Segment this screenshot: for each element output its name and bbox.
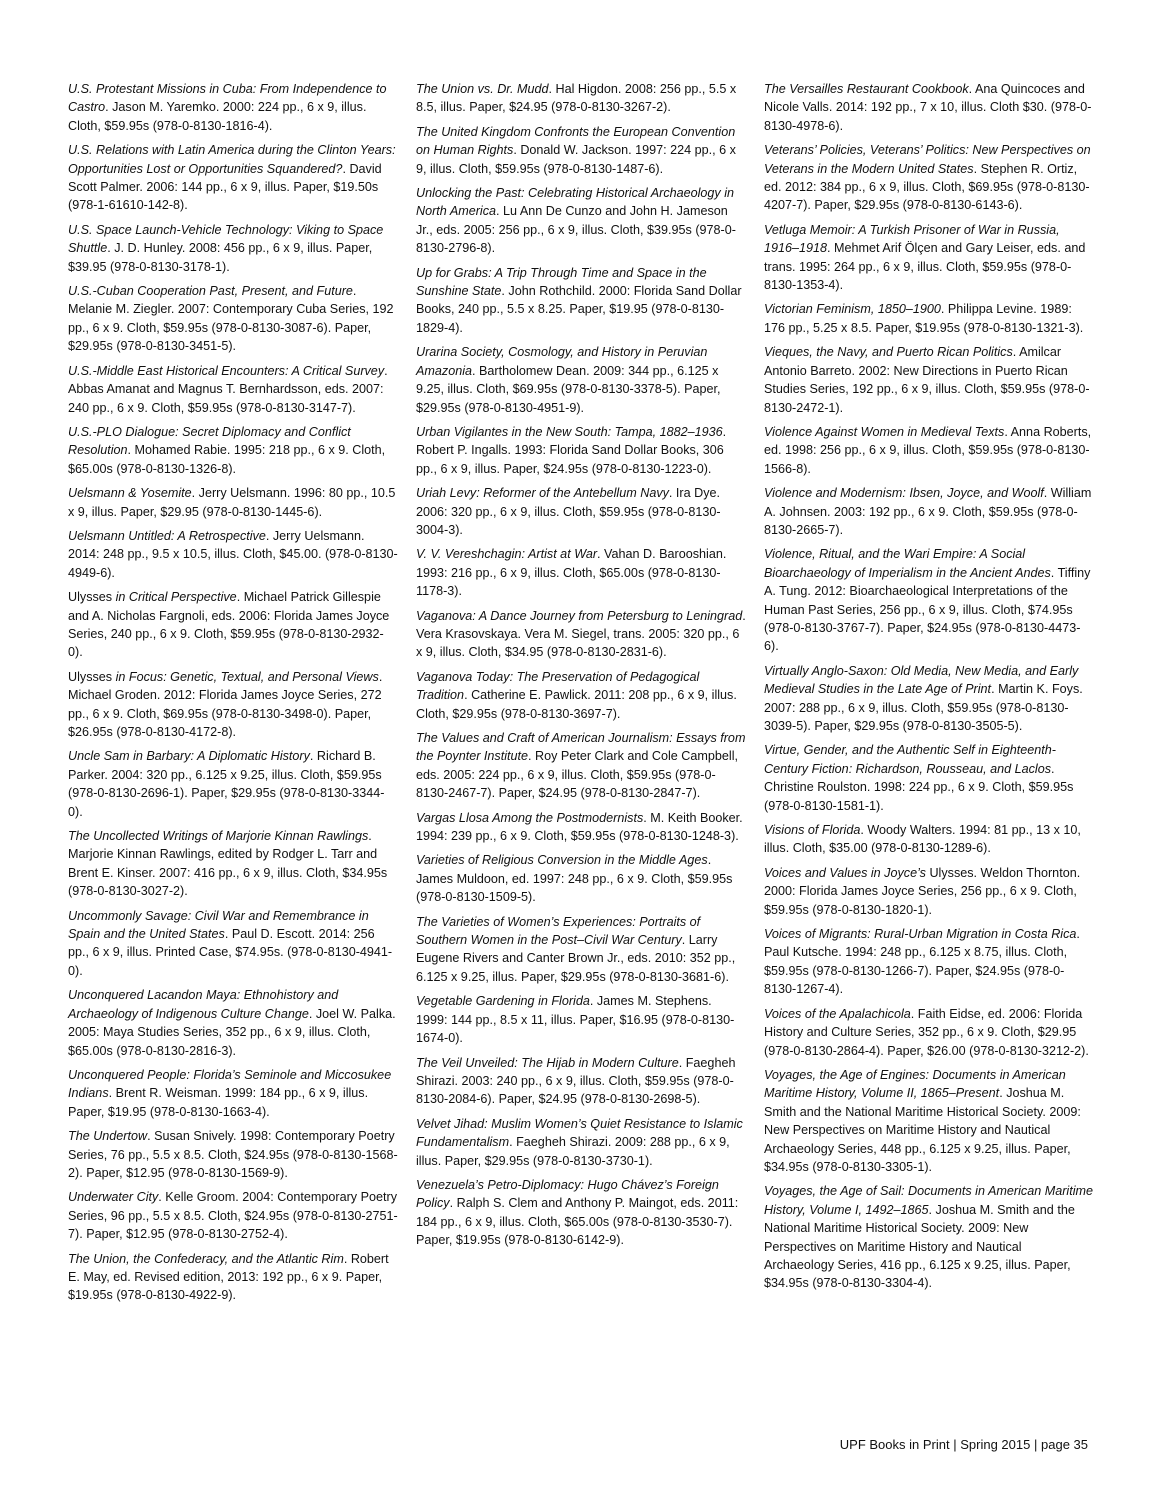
entry-title-suffix: Ulysses	[929, 865, 974, 880]
catalog-entry: The Versailles Restaurant Cookbook. Ana Quincoces and Nicole Valls. 2014: 192 pp., 7 x 10, illus. Cloth $30. (978-0-8130-4978-6).	[764, 82, 1092, 133]
catalog-entry: Veterans’ Policies, Veterans’ Politics: New Perspectives on Veterans in the Modern United States. Stephen R. Ortiz, ed. 2012: 384 pp., 6 x 9, illus. Cloth, $69.95s (978-0-8130-4207-7). Paper, $29.95s (978-0-8130-6143-6).	[764, 143, 1091, 213]
catalog-entry: U.S.-Cuban Cooperation Past, Present, and Future. Melanie M. Ziegler. 2007: Contemporary Cuba Series, 192 pp., 6 x 9. Cloth, $59.95s (978-0-8130-3087-6). Paper, $29.95s (978-0-8130-3451-5).	[68, 284, 394, 354]
entry-title: The Undertow	[68, 1129, 148, 1144]
entry-title: U.S.-Cuban Cooperation Past, Present, and Future	[68, 284, 353, 299]
entry-details: Mohamed Rabie. 1995: 218 pp., 6 x 9. Cloth, $65.00s (978-0-8130-1326-8).	[68, 443, 386, 476]
catalog-entry: U.S. Relations with Latin America during the Clinton Years: Opportunities Lost or Opportunities Squandered?. David Scott Palmer. 2006: 144 pp., 6 x 9, illus. Paper, $19.50s (978-1-61610-142-8).	[68, 143, 396, 213]
entry-title: U.S.-PLO Dialogue: Secret Diplomacy and Conflict Resolution	[68, 424, 351, 458]
entry-details: Joel W. Palka. 2005: Maya Studies Series, 352 pp., 6 x 9, illus. Cloth, $65.00s (978-0-8130-2816-3).	[68, 1006, 396, 1058]
entry-details: J. D. Hunley. 2008: 456 pp., 6 x 9, illus. Paper, $39.95 (978-0-8130-3178-1).	[68, 241, 373, 274]
catalog-entry: Violence, Ritual, and the Wari Empire: A Social Bioarchaeology of Imperialism in the Ancient Andes. Tiffiny A. Tung. 2012: Bioarchaeological Interpretations of the Human Past Series, 256 pp., 6 x 9, illus. Cloth, $74.95s (978-0-8130-3767-7). Paper, $24.95s (978-0-8130-4473-6).	[764, 547, 1091, 654]
entry-title: Urban Vigilantes in the New South: Tampa, 1882–1936	[416, 424, 723, 439]
catalog-entry: The Values and Craft of American Journalism: Essays from the Poynter Institute. Roy Peter Clark and Cole Campbell, eds. 2005: 224 pp., 6 x 9, illus. Cloth, $59.95s (978-0-8130-2467-7). Paper, $24.95 (978-0-8130-2847-7).	[416, 731, 746, 801]
catalog-entry: Varieties of Religious Conversion in the Middle Ages. James Muldoon, ed. 1997: 248 pp., 6 x 9. Cloth, $59.95s (978-0-8130-1509-5).	[416, 853, 733, 905]
entry-details: Weldon Thornton. 2000: Florida James Joyce Series, 256 pp., 6 x 9. Cloth, $59.95s (978-0-8130-1820-1).	[764, 865, 1081, 917]
catalog-column-3	[764, 80, 1094, 1299]
entry-title: Voyages, the Age of Engines: Documents in American Maritime History, Volume II, 1865–Present	[764, 1067, 1066, 1101]
entry-details: Robert P. Ingalls. 1993: Florida Sand Dollar Books, 306 pp., 6 x 9, illus. Paper, $24.95s (978-0-8130-1223-0).	[416, 443, 724, 476]
catalog-entry: Unconquered Lacandon Maya: Ethnohistory and Archaeology of Indigenous Culture Change. Joel W. Palka. 2005: Maya Studies Series, 352 pp., 6 x 9, illus. Cloth, $65.00s (978-0-8130-2816-3).	[68, 988, 396, 1058]
entry-title: Virtue, Gender, and the Authentic Self in Eighteenth-Century Fiction: Richardson, Rousseau, and Laclos	[764, 743, 1056, 776]
entry-title: Voices of Migrants: Rural-Urban Migration in Costa Rica	[764, 927, 1077, 942]
catalog-entry: The Uncollected Writings of Marjorie Kinnan Rawlings. Marjorie Kinnan Rawlings, edited by Rodger L. Tarr and Brent E. Kinser. 2007: 416 pp., 6 x 9, illus. Cloth, $34.95s (978-0-8130-3027-2).	[68, 829, 388, 899]
entry-title: Voices of the Apalachicola	[764, 1006, 911, 1021]
entry-title: Victorian Feminism, 1850–1900	[764, 302, 941, 317]
catalog-entry: The United Kingdom Confronts the European Convention on Human Rights. Donald W. Jackson. 1997: 224 pp., 6 x 9, illus. Cloth, $59.95s (978-0-8130-1487-6).	[416, 124, 736, 176]
entry-title: Unconquered People: Florida’s Seminole and Miccosukee Indians	[68, 1067, 392, 1101]
entry-title: Voyages, the Age of Sail: Documents in American Maritime History, Volume I, 1492–1865	[764, 1184, 1093, 1217]
entry-title: Vaganova Today: The Preservation of Pedagogical Tradition	[416, 669, 700, 703]
catalog-entry: Uncommonly Savage: Civil War and Remembrance in Spain and the United States. Paul D. Escott. 2014: 256 pp., 6 x 9, illus. Printed Case, $74.95s. (978-0-8130-4941-0).	[68, 908, 393, 978]
entry-title-prefix: Ulysses	[68, 669, 113, 684]
entry-details: Michael Patrick Gillespie and A. Nicholas Fargnoli, eds. 2006: Florida James Joyce Series, 240 pp., 6 x 9. Cloth, $59.95s (978-0-8130-2932-0).	[68, 590, 390, 660]
entry-details: Faith Eidse, ed. 2006: Florida History and Culture Series, 352 pp., 6 x 9. Cloth, $29.95 (978-0-8130-2864-4). Paper, $26.00 (978-0-8130-3212-2).	[764, 1006, 1089, 1058]
catalog-entry: U.S. Space Launch-Vehicle Technology: Viking to Space Shuttle. J. D. Hunley. 2008: 456 pp., 6 x 9, illus. Paper, $39.95 (978-0-8130-3178-1).	[68, 222, 384, 274]
entry-title: Uncle Sam in Barbary: A Diplomatic History	[68, 749, 310, 764]
catalog-entry: Victorian Feminism, 1850–1900. Philippa Levine. 1989: 176 pp., 5.25 x 8.5. Paper, $19.95s (978-0-8130-1321-3).	[764, 302, 1084, 335]
catalog-entry: Up for Grabs: A Trip Through Time and Space in the Sunshine State. John Rothchild. 2000: Florida Sand Dollar Books, 240 pp., 5.5 x 8.25. Paper, $19.95 (978-0-8130-1829-4).	[416, 265, 742, 335]
entry-details: John Rothchild. 2000: Florida Sand Dollar Books, 240 pp., 5.5 x 8.25. Paper, $19.95 (978-0-8130-1829-4).	[416, 284, 742, 335]
entry-details: Vahan D. Barooshian. 1993: 216 pp., 6 x 9, illus. Cloth, $65.00s (978-0-8130-1178-3).	[416, 547, 727, 599]
catalog-entry: Urban Vigilantes in the New South: Tampa, 1882–1936. Robert P. Ingalls. 1993: Florida Sand Dollar Books, 306 pp., 6 x 9, illus. Paper, $24.95s (978-0-8130-1223-0).	[416, 424, 727, 476]
entry-details: Marjorie Kinnan Rawlings, edited by Rodger L. Tarr and Brent E. Kinser. 2007: 416 pp., 6 x 9, illus. Cloth, $34.95s (978-0-8130-3027-2).	[68, 847, 388, 899]
catalog-entry: Ulysses in Critical Perspective. Michael Patrick Gillespie and A. Nicholas Fargnoli, eds. 2006: Florida James Joyce Series, 240 pp., 6 x 9. Cloth, $59.95s (978-0-8130-2932-0).	[68, 590, 390, 660]
catalog-entry: Vegetable Gardening in Florida. James M. Stephens. 1999: 144 pp., 8.5 x 11, illus. Paper, $16.95 (978-0-8130-1674-0).	[416, 994, 735, 1046]
entry-title: The Versailles Restaurant Cookbook	[764, 82, 969, 96]
entry-details: Tiffiny A. Tung. 2012: Bioarchaeological Interpretations of the Human Past Series, 256 pp., 6 x 9, illus. Cloth, $74.95s (978-0-8130-3767-7). Paper, $24.95s (978-0-8130-4473-6).	[764, 565, 1091, 654]
entry-details: Melanie M. Ziegler. 2007: Contemporary Cuba Series, 192 pp., 6 x 9. Cloth, $59.95s (978-0-8130-3087-6). Paper, $29.95s (978-0-8130-3451-5).	[68, 302, 394, 354]
catalog-entry: Vetluga Memoir: A Turkish Prisoner of War in Russia, 1916–1918. Mehmet Arif Ölçen and Gary Leiser, eds. and trans. 1995: 264 pp., 6 x 9, illus. Cloth, $59.95s (978-0-8130-1353-4).	[764, 222, 1086, 293]
entry-title: Vargas Llosa Among the Postmodernists	[416, 810, 644, 825]
entry-title-prefix: Ulysses	[68, 590, 113, 605]
catalog-entry: Voyages, the Age of Engines: Documents in American Maritime History, Volume II, 1865–Present. Joshua M. Smith and the National Maritime Historical Society. 2009: New Perspectives on Maritime History and Nautical Archaeology Series, 448 pp., 6.125 x 9.25, illus. Paper, $34.95s (978-0-8130-3305-1).	[764, 1067, 1081, 1174]
entry-details: Donald W. Jackson. 1997: 224 pp., 6 x 9, illus. Cloth, $59.95s (978-0-8130-1487-6).	[416, 143, 736, 176]
catalog-entry: Vaganova: A Dance Journey from Petersburg to Leningrad. Vera Krasovskaya. Vera M. Siegel, trans. 2005: 320 pp., 6 x 9, illus. Cloth, $34.95 (978-0-8130-2831-6).	[416, 608, 746, 660]
entry-details: Robert E. May, ed. Revised edition, 2013: 192 pp., 6 x 9. Paper, $19.95s (978-0-8130-4922-9).	[68, 1251, 389, 1303]
entry-details: Ralph S. Clem and Anthony P. Maingot, eds. 2011: 184 pp., 6 x 9, illus. Cloth, $65.00s (978-0-8130-3530-7). Paper, $19.95s (978-0-8130-6142-9).	[416, 1196, 739, 1248]
entry-title: Veterans’ Policies, Veterans’ Politics: New Perspectives on Veterans in the Modern United States	[764, 143, 1091, 176]
catalog-entry: Uncle Sam in Barbary: A Diplomatic History. Richard B. Parker. 2004: 320 pp., 6.125 x 9.25, illus. Cloth, $59.95s (978-0-8130-2696-1). Paper, $29.95s (978-0-8130-3344-0).	[68, 749, 385, 819]
entry-details: Paul D. Escott. 2014: 256 pp., 6 x 9, illus. Printed Case, $74.95s. (978-0-8130-4941-0).	[68, 927, 393, 978]
catalog-entry: The Union vs. Dr. Mudd. Hal Higdon. 2008: 256 pp., 5.5 x 8.5, illus. Paper, $24.95 (978-0-8130-3267-2).	[416, 82, 737, 115]
entry-title: in Focus: Genetic, Textual, and Personal Views	[115, 669, 379, 684]
entry-title: Underwater City	[68, 1190, 159, 1205]
entry-title: V. V. Vereshchagin: Artist at War	[416, 547, 598, 562]
entry-title: Varieties of Religious Conversion in the Middle Ages	[416, 853, 708, 868]
entry-title: The Veil Unveiled: The Hijab in Modern Culture	[416, 1055, 679, 1070]
entry-details: Roy Peter Clark and Cole Campbell, eds. 2005: 224 pp., 6 x 9, illus. Cloth, $59.95s (978-0-8130-2467-7). Paper, $24.95 (978-0-8130-2847-7).	[416, 749, 739, 801]
entry-title: Vetluga Memoir: A Turkish Prisoner of War in Russia, 1916–1918	[764, 222, 1060, 256]
catalog-entry: Ulysses in Focus: Genetic, Textual, and Personal Views. Michael Groden. 2012: Florida James Joyce Series, 272 pp., 6 x 9. Cloth, $69.95s (978-0-8130-3498-0). Paper, $26.95s (978-0-8130-4172-8).	[68, 669, 383, 739]
entry-title: Virtually Anglo-Saxon: Old Media, New Media, and Early Medieval Studies in the Late Age of Print	[764, 663, 1079, 697]
entry-details: Anna Roberts, ed. 1998: 256 pp., 6 x 9, illus. Cloth, $59.95s (978-0-8130-1566-8).	[764, 424, 1092, 476]
entry-title: U.S. Protestant Missions in Cuba: From Independence to Castro	[68, 82, 387, 115]
footer-season: Spring 2015	[960, 1437, 1031, 1452]
footer-page-number: page 35	[1041, 1437, 1088, 1452]
entry-details: Lu Ann De Cunzo and John H. Jameson Jr., eds. 2005: 256 pp., 6 x 9, illus. Cloth, $39.95s (978-0-8130-2796-8).	[416, 204, 736, 256]
catalog-entry: Uriah Levy: Reformer of the Antebellum Navy. Ira Dye. 2006: 320 pp., 6 x 9, illus. Cloth, $59.95s (978-0-8130-3004-3).	[416, 486, 721, 537]
entry-title: Uncommonly Savage: Civil War and Remembrance in Spain and the United States	[68, 908, 369, 942]
catalog-entry: V. V. Vereshchagin: Artist at War. Vahan D. Barooshian. 1993: 216 pp., 6 x 9, illus. Cloth, $65.00s (978-0-8130-1178-3).	[416, 547, 727, 599]
entry-title: U.S. Relations with Latin America during the Clinton Years: Opportunities Lost or Opportunities Squandered?	[68, 143, 396, 176]
entry-title: Unlocking the Past: Celebrating Historical Archaeology in North America	[416, 186, 735, 219]
entry-title: The Values and Craft of American Journalism: Essays from the Poynter Institute	[416, 731, 746, 764]
entry-title: Velvet Jihad: Muslim Women’s Quiet Resistance to Islamic Fundamentalism	[416, 1116, 743, 1150]
footer-separator: |	[1033, 1437, 1038, 1452]
entry-details: James M. Stephens. 1999: 144 pp., 8.5 x 11, illus. Paper, $16.95 (978-0-8130-1674-0).	[416, 994, 735, 1046]
entry-title: Uelsmann Untitled: A Retrospective	[68, 528, 266, 543]
entry-details: Vera Krasovskaya. Vera M. Siegel, trans. 2005: 320 pp., 6 x 9, illus. Cloth, $34.95 (978-0-8130-2831-6).	[416, 626, 740, 660]
entry-details: Bartholomew Dean. 2009: 344 pp., 6.125 x 9.25, illus. Cloth, $69.95s (978-0-8130-3378-5). Paper, $29.95s (978-0-8130-4951-9).	[416, 363, 721, 415]
entry-title: Violence, Ritual, and the Wari Empire: A Social Bioarchaeology of Imperialism in the Ancient Andes	[764, 547, 1051, 580]
catalog-entry: Violence and Modernism: Ibsen, Joyce, and Woolf. William A. Johnsen. 2003: 192 pp., 6 x 9. Cloth, $59.95s (978-0-8130-2665-7).	[764, 486, 1092, 537]
catalog-entry: U.S.-PLO Dialogue: Secret Diplomacy and Conflict Resolution. Mohamed Rabie. 1995: 218 pp., 6 x 9. Cloth, $65.00s (978-0-8130-1326-8).	[68, 424, 386, 476]
catalog-entry: Underwater City. Kelle Groom. 2004: Contemporary Poetry Series, 96 pp., 5.5 x 8.5. Cloth, $24.95s (978-0-8130-2751-7). Paper, $12.95 (978-0-8130-2752-4).	[68, 1190, 398, 1242]
catalog-entry: Vieques, the Navy, and Puerto Rican Politics. Amilcar Antonio Barreto. 2002: New Directions in Puerto Rican Studies Series, 192 pp., 6 x 9, illus. Cloth, $59.95s (978-0-8130-2472-1).	[764, 345, 1090, 415]
entry-details: David Scott Palmer. 2006: 144 pp., 6 x 9, illus. Paper, $19.50s (978-1-61610-142-8).	[68, 161, 382, 213]
entry-details: Abbas Amanat and Magnus T. Bernhardsson, eds. 2007: 240 pp., 6 x 9. Cloth, $59.95s (978-0-8130-3147-7).	[68, 382, 384, 415]
catalog-entry: Unlocking the Past: Celebrating Historical Archaeology in North America. Lu Ann De Cunzo and John H. Jameson Jr., eds. 2005: 256 pp., 6 x 9, illus. Cloth, $39.95s (978-0-8130-2796-8).	[416, 186, 736, 256]
entry-title: The Varieties of Women’s Experiences: Portraits of Southern Women in the Post–Civil War Century	[416, 914, 701, 948]
catalog-entry: Visions of Florida. Woody Walters. 1994: 81 pp., 13 x 10, illus. Cloth, $35.00 (978-0-8130-1289-6).	[764, 823, 1081, 856]
entry-details: Stephen R. Ortiz, ed. 2012: 384 pp., 6 x 9, illus. Cloth, $69.95s (978-0-8130-4207-7). Paper, $29.95s (978-0-8130-6143-6).	[764, 161, 1090, 213]
entry-details: Jerry Uelsmann. 1996: 80 pp., 10.5 x 9, illus. Paper, $29.95 (978-0-8130-1445-6).	[68, 486, 396, 519]
entry-details: William A. Johnsen. 2003: 192 pp., 6 x 9. Cloth, $59.95s (978-0-8130-2665-7).	[764, 486, 1092, 537]
catalog-column-1	[68, 80, 398, 1311]
entry-details: Larry Eugene Rivers and Canter Brown Jr., eds. 2010: 352 pp., 6.125 x 9.25, illus. Paper, $29.95s (978-0-8130-3681-6).	[416, 933, 736, 984]
entry-details: Amilcar Antonio Barreto. 2002: New Directions in Puerto Rican Studies Series, 192 pp., 6 x 9, illus. Cloth, $59.95s (978-0-8130-2472-1).	[764, 345, 1090, 415]
entry-title: Uriah Levy: Reformer of the Antebellum Navy	[416, 486, 669, 501]
entry-title: Vaganova: A Dance Journey from Petersburg to Leningrad	[416, 608, 743, 623]
entry-details: Michael Groden. 2012: Florida James Joyce Series, 272 pp., 6 x 9. Cloth, $69.95s (978-0-8130-3498-0). Paper, $26.95s (978-0-8130-4172-8).	[68, 688, 382, 739]
entry-details: Faegheh Shirazi. 2003: 240 pp., 6 x 9, illus. Cloth, $59.95s (978-0-8130-2084-6). Paper, $24.95 (978-0-8130-2698-5).	[416, 1055, 736, 1107]
entry-title: Vegetable Gardening in Florida	[416, 994, 590, 1009]
entry-details: Kelle Groom. 2004: Contemporary Poetry Series, 96 pp., 5.5 x 8.5. Cloth, $24.95s (978-0-8130-2751-7). Paper, $12.95 (978-0-8130-2752-4).	[68, 1190, 398, 1242]
catalog-entry: Voyages, the Age of Sail: Documents in American Maritime History, Volume I, 1492–1865. Joshua M. Smith and the National Maritime Historical Society. 2009: New Perspectives on Maritime History and Nautical Archaeology Series, 416 pp., 6.125 x 9.25, illus. Paper, $34.95s (978-0-8130-3304-4).	[764, 1184, 1093, 1291]
entry-details: Ira Dye. 2006: 320 pp., 6 x 9, illus. Cloth, $59.95s (978-0-8130-3004-3).	[416, 486, 721, 537]
catalog-entry: Voices of the Apalachicola. Faith Eidse, ed. 2006: Florida History and Culture Series, 352 pp., 6 x 9. Cloth, $29.95 (978-0-8130-2864-4). Paper, $26.00 (978-0-8130-3212-2).	[764, 1006, 1089, 1058]
entry-details: Joshua M. Smith and the National Maritime Historical Society. 2009: New Perspectives on Maritime History and Nautical Archaeology Series, 448 pp., 6.125 x 9.25, illus. Paper, $34.95s (978-0-8130-3305-1).	[764, 1086, 1081, 1174]
entry-details: Ana Quincoces and Nicole Valls. 2014: 192 pp., 7 x 10, illus. Cloth $30. (978-0-8130-4978-6).	[764, 82, 1092, 133]
catalog-entry: Uelsmann & Yosemite. Jerry Uelsmann. 1996: 80 pp., 10.5 x 9, illus. Paper, $29.95 (978-0-8130-1445-6).	[68, 486, 396, 519]
entry-title: Vieques, the Navy, and Puerto Rican Politics	[764, 345, 1013, 360]
catalog-entry: Urarina Society, Cosmology, and History in Peruvian Amazonia. Bartholomew Dean. 2009: 344 pp., 6.125 x 9.25, illus. Cloth, $69.95s (978-0-8130-3378-5). Paper, $29.95s (978-0-8130-4951-9).	[416, 345, 721, 415]
entry-details: Paul Kutsche. 1994: 248 pp., 6.125 x 8.75, illus. Cloth, $59.95s (978-0-8130-1266-7). Paper, $24.95s (978-0-8130-1267-4).	[764, 945, 1068, 997]
entry-title: The Union, the Confederacy, and the Atlantic Rim	[68, 1251, 344, 1266]
entry-details: Philippa Levine. 1989: 176 pp., 5.25 x 8.5. Paper, $19.95s (978-0-8130-1321-3).	[764, 302, 1084, 335]
entry-title: The Union vs. Dr. Mudd	[416, 82, 549, 96]
entry-title: in Critical Perspective	[115, 590, 237, 605]
entry-title: Uelsmann & Yosemite	[68, 486, 192, 501]
entry-title: The United Kingdom Confronts the European Convention on Human Rights	[416, 124, 736, 158]
entry-title: Voices and Values in Joyce’s	[764, 865, 926, 880]
entry-title: Violence Against Women in Medieval Texts	[764, 424, 1005, 439]
entry-title: Unconquered Lacandon Maya: Ethnohistory and Archaeology of Indigenous Culture Change	[68, 988, 339, 1021]
entry-details: Jason M. Yaremko. 2000: 224 pp., 6 x 9, illus. Cloth, $59.95s (978-0-8130-1816-4).	[68, 100, 367, 133]
entry-title: The Uncollected Writings of Marjorie Kinnan Rawlings	[68, 829, 369, 844]
entry-details: M. Keith Booker. 1994: 239 pp., 6 x 9. Cloth, $59.95s (978-0-8130-1248-3).	[416, 810, 743, 844]
entry-details: Mehmet Arif Ölçen and Gary Leiser, eds. and trans. 1995: 264 pp., 6 x 9, illus. Cloth, $59.95s (978-0-8130-1353-4).	[764, 241, 1086, 293]
catalog-entry: Vaganova Today: The Preservation of Pedagogical Tradition. Catherine E. Pawlick. 2011: 208 pp., 6 x 9, illus. Cloth, $29.95s (978-0-8130-3697-7).	[416, 669, 737, 721]
catalog-entry: The Varieties of Women’s Experiences: Portraits of Southern Women in the Post–Civil War Century. Larry Eugene Rivers and Canter Brown Jr., eds. 2010: 352 pp., 6.125 x 9.25, illus. Paper, $29.95s (978-0-8130-3681-6).	[416, 914, 736, 984]
catalog-entry: The Veil Unveiled: The Hijab in Modern Culture. Faegheh Shirazi. 2003: 240 pp., 6 x 9, illus. Cloth, $59.95s (978-0-8130-2084-6). Paper, $24.95 (978-0-8130-2698-5).	[416, 1055, 736, 1107]
entry-details: Joshua M. Smith and the National Maritime Historical Society. 2009: New Perspectives on Maritime History and Nautical Archaeology Series, 416 pp., 6.125 x 9.25, illus. Paper, $34.95s (978-0-8130-3304-4).	[764, 1202, 1075, 1291]
entry-details: Hal Higdon. 2008: 256 pp., 5.5 x 8.5, illus. Paper, $24.95 (978-0-8130-3267-2).	[416, 82, 737, 115]
catalog-entry: U.S.-Middle East Historical Encounters: A Critical Survey. Abbas Amanat and Magnus T. Bernhardsson, eds. 2007: 240 pp., 6 x 9. Cloth, $59.95s (978-0-8130-3147-7).	[68, 363, 388, 415]
catalog-entry: Uelsmann Untitled: A Retrospective. Jerry Uelsmann. 2014: 248 pp., 9.5 x 10.5, illus. Cloth, $45.00. (978-0-8130-4949-6).	[68, 528, 398, 580]
page-footer	[700, 1437, 1088, 1452]
entry-details: Faegheh Shirazi. 2009: 288 pp., 6 x 9, illus. Paper, $29.95s (978-0-8130-3730-1).	[416, 1135, 730, 1168]
entry-details: Martin K. Foys. 2007: 288 pp., 6 x 9, illus. Cloth, $59.95s (978-0-8130-3039-5). Paper, $29.95s (978-0-8130-3505-5).	[764, 682, 1083, 733]
catalog-column-2	[416, 80, 746, 1256]
catalog-entry: The Undertow. Susan Snively. 1998: Contemporary Poetry Series, 76 pp., 5.5 x 8.5. Cloth, $24.95s (978-0-8130-1568-2). Paper, $12.95 (978-0-8130-1569-9).	[68, 1129, 398, 1180]
catalog-entry: Velvet Jihad: Muslim Women’s Quiet Resistance to Islamic Fundamentalism. Faegheh Shirazi. 2009: 288 pp., 6 x 9, illus. Paper, $29.95s (978-0-8130-3730-1).	[416, 1116, 743, 1168]
catalog-entry: Vargas Llosa Among the Postmodernists. M. Keith Booker. 1994: 239 pp., 6 x 9. Cloth, $59.95s (978-0-8130-1248-3).	[416, 810, 743, 844]
entry-details: Jerry Uelsmann. 2014: 248 pp., 9.5 x 10.5, illus. Cloth, $45.00. (978-0-8130-4949-6).	[68, 528, 398, 580]
entry-title: U.S. Space Launch-Vehicle Technology: Viking to Space Shuttle	[68, 222, 384, 256]
entry-details: James Muldoon, ed. 1997: 248 pp., 6 x 9. Cloth, $59.95s (978-0-8130-1509-5).	[416, 871, 733, 905]
entry-title: Visions of Florida	[764, 823, 861, 838]
entry-details: Brent R. Weisman. 1999: 184 pp., 6 x 9, illus. Paper, $19.95 (978-0-8130-1663-4).	[68, 1086, 369, 1119]
catalog-entry: Violence Against Women in Medieval Texts. Anna Roberts, ed. 1998: 256 pp., 6 x 9, illus. Cloth, $59.95s (978-0-8130-1566-8).	[764, 424, 1092, 476]
catalog-entry: Voices and Values in Joyce’s Ulysses. Weldon Thornton. 2000: Florida James Joyce Series, 256 pp., 6 x 9. Cloth, $59.95s (978-0-8130-1820-1).	[764, 865, 1081, 917]
catalog-entry: Virtue, Gender, and the Authentic Self in Eighteenth-Century Fiction: Richardson, Rousseau, and Laclos. Christine Roulston. 1998: 224 pp., 6 x 9. Cloth, $59.95s (978-0-8130-1581-1).	[764, 743, 1074, 813]
entry-title: U.S.-Middle East Historical Encounters: A Critical Survey	[68, 363, 385, 378]
entry-title: Violence and Modernism: Ibsen, Joyce, and Woolf	[764, 486, 1044, 501]
entry-title: Up for Grabs: A Trip Through Time and Space in the Sunshine State	[416, 265, 707, 299]
entry-details: Woody Walters. 1994: 81 pp., 13 x 10, illus. Cloth, $35.00 (978-0-8130-1289-6).	[764, 823, 1081, 856]
catalog-entry: Unconquered People: Florida’s Seminole and Miccosukee Indians. Brent R. Weisman. 1999: 184 pp., 6 x 9, illus. Paper, $19.95 (978-0-8130-1663-4).	[68, 1067, 392, 1119]
catalog-entry: Venezuela’s Petro-Diplomacy: Hugo Chávez’s Foreign Policy. Ralph S. Clem and Anthony P. Maingot, eds. 2011: 184 pp., 6 x 9, illus. Cloth, $65.00s (978-0-8130-3530-7). Paper, $19.95s (978-0-8130-6142-9).	[416, 1177, 739, 1248]
footer-publication: UPF Books in Print	[839, 1437, 950, 1452]
entry-details: Catherine E. Pawlick. 2011: 208 pp., 6 x 9, illus. Cloth, $29.95s (978-0-8130-3697-7).	[416, 688, 737, 721]
entry-details: Susan Snively. 1998: Contemporary Poetry Series, 76 pp., 5.5 x 8.5. Cloth, $24.95s (978-0-8130-1568-2). Paper, $12.95 (978-0-8130-1569-9).	[68, 1129, 398, 1180]
catalog-entry: Voices of Migrants: Rural-Urban Migration in Costa Rica. Paul Kutsche. 1994: 248 pp., 6.125 x 8.75, illus. Cloth, $59.95s (978-0-8130-1266-7). Paper, $24.95s (978-0-8130-1267-4).	[764, 927, 1080, 997]
entry-details: Richard B. Parker. 2004: 320 pp., 6.125 x 9.25, illus. Cloth, $59.95s (978-0-8130-2696-1). Paper, $29.95s (978-0-8130-3344-0).	[68, 749, 385, 819]
catalog-entry: The Union, the Confederacy, and the Atlantic Rim. Robert E. May, ed. Revised edition, 2013: 192 pp., 6 x 9. Paper, $19.95s (978-0-8130-4922-9).	[68, 1251, 389, 1303]
entry-title: Venezuela’s Petro-Diplomacy: Hugo Chávez’s Foreign Policy	[416, 1177, 719, 1211]
entry-details: Christine Roulston. 1998: 224 pp., 6 x 9. Cloth, $59.95s (978-0-8130-1581-1).	[764, 780, 1074, 813]
catalog-entry: U.S. Protestant Missions in Cuba: From Independence to Castro. Jason M. Yaremko. 2000: 224 pp., 6 x 9, illus. Cloth, $59.95s (978-0-8130-1816-4).	[68, 82, 387, 133]
footer-separator: |	[953, 1437, 957, 1452]
catalog-entry: Virtually Anglo-Saxon: Old Media, New Media, and Early Medieval Studies in the Late Age of Print. Martin K. Foys. 2007: 288 pp., 6 x 9, illus. Cloth, $59.95s (978-0-8130-3039-5). Paper, $29.95s (978-0-8130-3505-5).	[764, 663, 1083, 733]
entry-title: Urarina Society, Cosmology, and History in Peruvian Amazonia	[416, 345, 708, 378]
